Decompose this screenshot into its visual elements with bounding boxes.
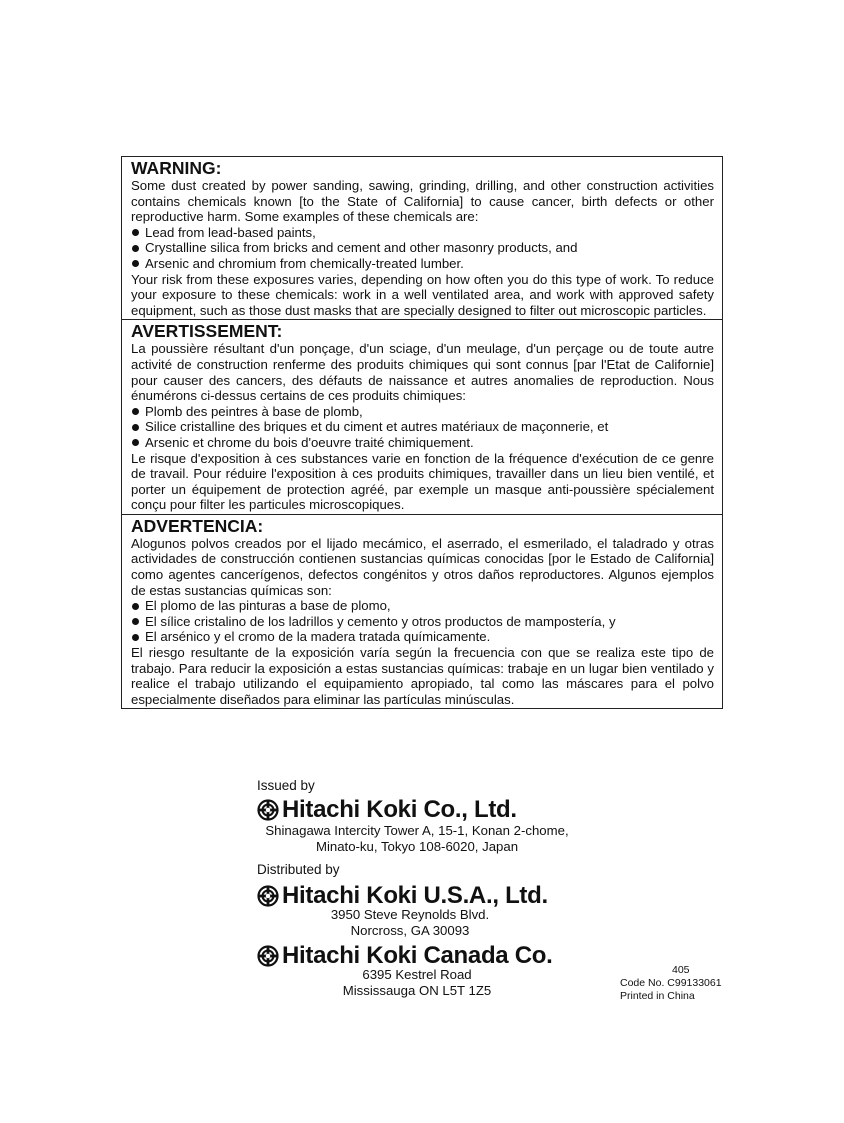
list-item: Silice cristalline des briques et du ciment et autres matériaux de maçonnerie, et [131,419,714,435]
issuer-company [257,796,517,824]
advertencia-title: ADVERTENCIA: [131,515,264,536]
warning-title: WARNING: [131,158,222,178]
list-item: El arsénico y el cromo de la madera tratada químicamente. [131,629,714,645]
advertencia-outro: El riesgo resultante de la exposición varía según la frecuencia con que se realiza este tipo de trabajo. Para reducir la exposición a estas sustancias químicas: trabaje en un lugar bien ventilado y realice el trabajo utilizando el equipamiento apropiado, tal como las máscares para el polvo especialmente diseñados para eliminar las partículas minúsculas. [131,645,714,707]
list-item: Crystalline silica from bricks and cement and other masonry products, and [131,240,714,256]
distributor-canada-address: 6395 Kestrel Road Mississauga ON L5T 1Z5 [342,967,492,998]
issuer-address: Shinagawa Intercity Tower A, 15-1, Konan 2-chome, Minato-ku, Tokyo 108-6020, Japan [265,823,569,854]
distributor-usa-company [257,882,548,910]
distributed-by-label: Distributed by [257,862,340,877]
list-item: El sílice cristalino de los ladrillos y cemento y otros productos de mampostería, y [131,614,714,630]
code-no: Code No. C99133061 [620,977,722,989]
code-block [620,964,722,1003]
list-item: Lead from lead-based paints, [131,225,714,241]
avertissement-outro: Le risque d'exposition à ces substances varie en fonction de la fréquence d'exécution de ce genre de travail. Pour réduire l'exposition à ces produits chimiques, travailler dans un lieu bien ventilé, et porter un équipement de protection agréé, par exemple un masque anti-poussière spécialement conçu pour filter les particules microscopiques. [131,450,714,513]
printed-in: Printed in China [620,990,695,1002]
list-item: Arsenic and chromium from chemically-treated lumber. [131,256,714,272]
hitachi-logo-icon [257,945,279,967]
avertissement-title: AVERTISSEMENT: [131,321,283,342]
issued-by-label: Issued by [257,778,315,793]
list-item: El plomo de las pinturas a base de plomo, [131,598,714,614]
list-item: Plomb des peintres à base de plomb, [131,404,714,420]
code-number: 405 [672,964,690,976]
warning-outro: Your risk from these exposures varies, depending on how often you do this type of work. To reduce your exposure to these chemicals: work in a well ventilated area, and work with approved safety equipment, such as those dust masks that are specially designed to filter out microscopic particles. [131,271,714,318]
warning-intro: Some dust created by power sanding, sawing, grinding, drilling, and other construction activities contains chemicals known [to the State of California] to cause cancer, birth defects or other reproductive harm. Some examples of these chemicals are: [131,178,714,225]
hitachi-logo-icon [257,885,279,907]
advertencia-intro: Alogunos polvos creados por el lijado mecámico, el aserrado, el esmerilado, el taladrado y otras actividades de construcción contienen sustancias químicas conocidas [por le Estado de California] como agentes cancerígenos, defectos congénitos y otros daños reproductores. Algunos ejemplos de estas sustancias químicas son: [131,535,714,598]
avertissement-intro: La poussière résultant d'un ponçage, d'un sciage, d'un meulage, d'un perçage ou de toute autre activité de construction renferme des produits chimiques qui sont connus [par l'Etat de Californie] pour causer des cancers, des défauts de naissance et autres anomalies de reproduction. Nous énumérons ci-dessus certains de ces produits chimiques: [131,341,714,404]
distributor-canada-company [257,942,552,970]
distributor-usa-name: Hitachi Koki U.S.A., Ltd. [282,882,548,909]
list-item: Arsenic et chrome du bois d'oeuvre traité chimiquement. [131,435,714,451]
distributor-canada-name: Hitachi Koki Canada Co. [282,942,553,969]
distributor-usa-address: 3950 Steve Reynolds Blvd. Norcross, GA 30093 [330,907,490,938]
issuer-company-name: Hitachi Koki Co., Ltd. [282,796,517,823]
hitachi-logo-icon [257,799,279,821]
